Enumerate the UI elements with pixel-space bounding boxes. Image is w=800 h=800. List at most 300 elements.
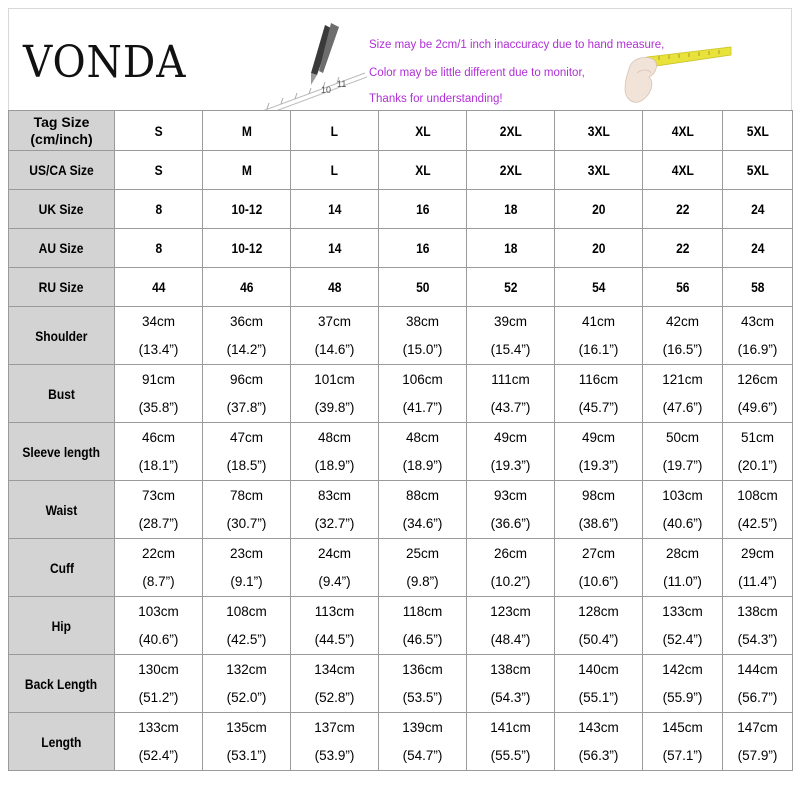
value-cm: 93cm bbox=[493, 487, 527, 503]
size-cell bbox=[379, 268, 467, 307]
size-cell bbox=[643, 111, 723, 151]
size-value: 4XL bbox=[671, 122, 694, 139]
size-value: M bbox=[241, 162, 252, 178]
size-cell bbox=[643, 190, 723, 229]
measurement-cell bbox=[291, 365, 379, 423]
row-label-line: Tag Size bbox=[33, 113, 90, 130]
value-cm: 128cm bbox=[578, 603, 619, 619]
value-inch: (18.9”) bbox=[314, 457, 355, 473]
value-cm: 106cm bbox=[402, 371, 443, 387]
value-inch: (43.7”) bbox=[490, 399, 531, 415]
value-cm: 136cm bbox=[402, 661, 443, 677]
size-cell bbox=[467, 268, 555, 307]
value-cm: 48cm bbox=[317, 429, 351, 445]
value-inch: (53.1”) bbox=[226, 747, 267, 763]
measurement-cell bbox=[379, 597, 467, 655]
measurement-cell bbox=[555, 307, 643, 365]
measurement-cell bbox=[291, 713, 379, 771]
value-inch: (11.4”) bbox=[738, 573, 777, 589]
measurement-cell bbox=[643, 655, 723, 713]
value-inch: (56.3”) bbox=[578, 747, 619, 763]
value-inch: (36.6”) bbox=[490, 515, 531, 531]
value-cm: 111cm bbox=[491, 371, 530, 387]
measurement-cell bbox=[379, 655, 467, 713]
measurement-cell bbox=[723, 597, 793, 655]
value-inch: (54.3”) bbox=[490, 689, 531, 705]
size-value: 54 bbox=[591, 279, 606, 295]
measurement-cell bbox=[643, 307, 723, 365]
value-inch: (52.0”) bbox=[226, 689, 267, 705]
value-cm: 147cm bbox=[737, 719, 778, 735]
size-value: 4XL bbox=[671, 162, 694, 178]
value-inch: (37.8”) bbox=[226, 399, 267, 415]
size-value: 22 bbox=[675, 201, 690, 217]
size-cell bbox=[203, 151, 291, 190]
measurement-row bbox=[9, 481, 793, 539]
value-cm: 108cm bbox=[226, 603, 267, 619]
size-value: 20 bbox=[591, 201, 606, 217]
hand-measuring-tape-illustration bbox=[619, 29, 739, 109]
measurement-cell bbox=[643, 539, 723, 597]
measurement-cell bbox=[379, 365, 467, 423]
value-inch: (41.7”) bbox=[402, 399, 443, 415]
size-cell bbox=[555, 268, 643, 307]
value-inch: (14.6”) bbox=[314, 341, 355, 357]
value-inch: (18.5”) bbox=[226, 457, 267, 473]
value-inch: (40.6”) bbox=[138, 631, 179, 647]
svg-text:10: 10 bbox=[321, 85, 332, 95]
value-inch: (14.2”) bbox=[226, 341, 267, 357]
measurement-cell bbox=[467, 539, 555, 597]
value-inch: (34.6”) bbox=[402, 515, 443, 531]
measurement-cell bbox=[467, 713, 555, 771]
size-value: 58 bbox=[750, 279, 765, 295]
value-inch: (55.5”) bbox=[490, 747, 531, 763]
measurement-cell bbox=[203, 423, 291, 481]
value-inch: (49.6”) bbox=[737, 399, 778, 415]
size-cell bbox=[555, 190, 643, 229]
value-cm: 141cm bbox=[490, 719, 531, 735]
brand-logo: VONDA bbox=[23, 37, 187, 88]
size-value: S bbox=[154, 122, 163, 139]
measurement-label-text: Length bbox=[41, 733, 82, 750]
measurement-cell bbox=[643, 365, 723, 423]
value-cm: 36cm bbox=[229, 313, 263, 329]
size-cell bbox=[467, 111, 555, 151]
value-inch: (9.4”) bbox=[318, 573, 351, 589]
row-label bbox=[9, 111, 115, 151]
measurement-label bbox=[9, 597, 115, 655]
value-inch: (53.5”) bbox=[402, 689, 443, 705]
measurement-cell bbox=[379, 481, 467, 539]
value-inch: (15.4”) bbox=[490, 341, 531, 357]
size-cell bbox=[467, 229, 555, 268]
size-value: 8 bbox=[155, 201, 162, 217]
size-cell bbox=[723, 268, 793, 307]
size-cell bbox=[291, 190, 379, 229]
row-label-line: (cm/inch) bbox=[30, 130, 93, 147]
size-row bbox=[9, 111, 793, 151]
value-inch: (40.6”) bbox=[662, 515, 703, 531]
measurement-cell bbox=[115, 713, 203, 771]
value-cm: 98cm bbox=[581, 487, 615, 503]
measurement-label-text: Sleeve length bbox=[22, 443, 101, 460]
measurement-cell bbox=[555, 481, 643, 539]
size-value: 5XL bbox=[746, 122, 769, 139]
size-value: 46 bbox=[239, 279, 254, 295]
value-cm: 51cm bbox=[740, 429, 774, 445]
measurement-label-text: Shoulder bbox=[35, 327, 88, 344]
value-inch: (50.4”) bbox=[578, 631, 619, 647]
size-cell bbox=[555, 111, 643, 151]
value-inch: (55.9”) bbox=[662, 689, 703, 705]
measurement-label bbox=[9, 423, 115, 481]
measurement-label-text: Waist bbox=[45, 501, 78, 518]
value-inch: (54.7”) bbox=[402, 747, 443, 763]
value-inch: (28.7”) bbox=[138, 515, 179, 531]
measurement-cell bbox=[291, 423, 379, 481]
value-inch: (44.5”) bbox=[314, 631, 355, 647]
size-row bbox=[9, 190, 793, 229]
measurement-cell bbox=[723, 539, 793, 597]
size-value: S bbox=[154, 162, 163, 178]
value-cm: 123cm bbox=[490, 603, 531, 619]
row-label bbox=[9, 151, 115, 190]
measurement-cell bbox=[467, 307, 555, 365]
header-banner bbox=[8, 8, 792, 111]
measurement-label bbox=[9, 307, 115, 365]
size-value: 3XL bbox=[587, 162, 610, 178]
value-cm: 22cm bbox=[141, 545, 175, 561]
measurement-cell bbox=[291, 539, 379, 597]
value-inch: (11.0”) bbox=[663, 573, 702, 589]
value-inch: (54.3”) bbox=[737, 631, 778, 647]
value-cm: 143cm bbox=[578, 719, 619, 735]
size-value: M bbox=[241, 122, 252, 139]
size-value: L bbox=[330, 162, 339, 178]
measurement-cell bbox=[203, 655, 291, 713]
size-cell bbox=[467, 190, 555, 229]
value-inch: (42.5”) bbox=[737, 515, 778, 531]
value-cm: 47cm bbox=[229, 429, 263, 445]
size-cell bbox=[723, 111, 793, 151]
size-cell bbox=[203, 190, 291, 229]
size-value: 16 bbox=[415, 240, 430, 256]
value-cm: 103cm bbox=[138, 603, 179, 619]
value-cm: 108cm bbox=[737, 487, 778, 503]
size-cell bbox=[467, 151, 555, 190]
value-cm: 144cm bbox=[737, 661, 778, 677]
measurement-cell bbox=[723, 423, 793, 481]
value-cm: 103cm bbox=[662, 487, 703, 503]
measurement-cell bbox=[555, 655, 643, 713]
size-cell bbox=[291, 268, 379, 307]
measurement-cell bbox=[643, 423, 723, 481]
size-cell bbox=[291, 229, 379, 268]
size-value: 16 bbox=[415, 201, 430, 217]
size-value: 8 bbox=[155, 240, 162, 256]
value-inch: (19.3”) bbox=[490, 457, 531, 473]
size-value: 52 bbox=[503, 279, 518, 295]
value-inch: (13.4”) bbox=[138, 341, 179, 357]
measurement-label bbox=[9, 655, 115, 713]
value-inch: (46.5”) bbox=[402, 631, 443, 647]
measurement-cell bbox=[379, 713, 467, 771]
pencil-ruler-illustration bbox=[247, 15, 367, 111]
value-cm: 116cm bbox=[578, 371, 619, 387]
size-value: 24 bbox=[750, 240, 765, 256]
value-inch: (57.1”) bbox=[662, 747, 703, 763]
size-cell bbox=[115, 190, 203, 229]
measurement-cell bbox=[203, 597, 291, 655]
measurement-cell bbox=[115, 481, 203, 539]
size-value: 24 bbox=[750, 201, 765, 217]
value-cm: 43cm bbox=[740, 313, 774, 329]
value-inch: (57.9”) bbox=[737, 747, 778, 763]
size-value: 5XL bbox=[746, 162, 769, 178]
value-cm: 140cm bbox=[578, 661, 619, 677]
value-cm: 134cm bbox=[314, 661, 355, 677]
value-cm: 113cm bbox=[314, 603, 355, 619]
size-row bbox=[9, 151, 793, 190]
measurement-row bbox=[9, 655, 793, 713]
measurement-cell bbox=[467, 597, 555, 655]
row-label bbox=[9, 190, 115, 229]
size-value: 44 bbox=[151, 279, 166, 295]
measurement-label bbox=[9, 365, 115, 423]
size-cell bbox=[115, 151, 203, 190]
measurement-cell bbox=[291, 307, 379, 365]
size-cell bbox=[291, 151, 379, 190]
measurement-row bbox=[9, 365, 793, 423]
value-inch: (10.2”) bbox=[490, 573, 531, 589]
value-cm: 138cm bbox=[490, 661, 531, 677]
row-label-text: US/CA Size bbox=[29, 162, 94, 178]
measurement-cell bbox=[723, 481, 793, 539]
size-cell bbox=[379, 151, 467, 190]
value-cm: 25cm bbox=[405, 545, 439, 561]
measurement-cell bbox=[203, 713, 291, 771]
svg-text:11: 11 bbox=[337, 79, 347, 89]
value-cm: 142cm bbox=[662, 661, 703, 677]
size-cell bbox=[291, 111, 379, 151]
value-cm: 49cm bbox=[581, 429, 615, 445]
size-cell bbox=[723, 151, 793, 190]
value-cm: 78cm bbox=[229, 487, 263, 503]
value-cm: 91cm bbox=[141, 371, 175, 387]
value-cm: 133cm bbox=[662, 603, 703, 619]
value-cm: 96cm bbox=[229, 371, 263, 387]
size-cell bbox=[379, 111, 467, 151]
value-cm: 37cm bbox=[317, 313, 351, 329]
measurement-cell bbox=[555, 423, 643, 481]
size-value: 18 bbox=[503, 201, 518, 217]
value-cm: 133cm bbox=[138, 719, 179, 735]
value-cm: 41cm bbox=[581, 313, 615, 329]
size-value: 20 bbox=[591, 240, 606, 256]
measurement-cell bbox=[555, 713, 643, 771]
value-cm: 38cm bbox=[405, 313, 439, 329]
value-inch: (8.7”) bbox=[142, 573, 175, 589]
value-cm: 26cm bbox=[493, 545, 527, 561]
value-inch: (47.6”) bbox=[662, 399, 703, 415]
value-cm: 135cm bbox=[226, 719, 267, 735]
size-cell bbox=[723, 190, 793, 229]
size-cell bbox=[115, 111, 203, 151]
value-cm: 145cm bbox=[662, 719, 703, 735]
size-value: 56 bbox=[675, 279, 690, 295]
value-cm: 138cm bbox=[737, 603, 778, 619]
size-cell bbox=[203, 268, 291, 307]
measurement-cell bbox=[467, 481, 555, 539]
size-cell bbox=[723, 229, 793, 268]
value-inch: (10.6”) bbox=[578, 573, 619, 589]
measurement-label-text: Hip bbox=[51, 617, 72, 634]
measurement-cell bbox=[467, 655, 555, 713]
measurement-label bbox=[9, 539, 115, 597]
measurement-label bbox=[9, 713, 115, 771]
size-value: 10-12 bbox=[231, 240, 262, 256]
size-value: XL bbox=[414, 162, 431, 178]
value-cm: 137cm bbox=[314, 719, 355, 735]
value-cm: 101cm bbox=[314, 371, 355, 387]
value-cm: 46cm bbox=[141, 429, 175, 445]
value-inch: (56.7”) bbox=[737, 689, 778, 705]
value-cm: 126cm bbox=[737, 371, 778, 387]
value-inch: (30.7”) bbox=[226, 515, 267, 531]
size-value: 14 bbox=[327, 201, 342, 217]
note-line-3: Thanks for understanding! bbox=[369, 93, 503, 105]
note-line-2: Color may be little different due to monitor, bbox=[369, 67, 585, 79]
measurement-row bbox=[9, 713, 793, 771]
value-inch: (19.7”) bbox=[662, 457, 703, 473]
value-cm: 49cm bbox=[493, 429, 527, 445]
measurement-cell bbox=[643, 597, 723, 655]
measurement-cell bbox=[291, 597, 379, 655]
size-value: L bbox=[330, 122, 339, 139]
value-inch: (20.1”) bbox=[737, 457, 778, 473]
size-row bbox=[9, 268, 793, 307]
value-inch: (45.7”) bbox=[578, 399, 619, 415]
note-line-1: Size may be 2cm/1 inch inaccuracy due to hand measure, bbox=[369, 39, 665, 51]
value-inch: (53.9”) bbox=[314, 747, 355, 763]
measurement-cell bbox=[723, 655, 793, 713]
measurement-cell bbox=[723, 713, 793, 771]
row-label-text: RU Size bbox=[39, 279, 84, 295]
measurement-cell bbox=[555, 365, 643, 423]
size-cell bbox=[379, 190, 467, 229]
value-cm: 34cm bbox=[141, 313, 175, 329]
measurement-label bbox=[9, 481, 115, 539]
size-cell bbox=[115, 268, 203, 307]
value-inch: (52.4”) bbox=[662, 631, 703, 647]
measurement-cell bbox=[555, 597, 643, 655]
size-value: 48 bbox=[327, 279, 342, 295]
value-cm: 29cm bbox=[740, 545, 774, 561]
measurement-cell bbox=[643, 713, 723, 771]
size-value: 10-12 bbox=[231, 201, 262, 217]
measurement-cell bbox=[723, 307, 793, 365]
value-inch: (38.6”) bbox=[578, 515, 619, 531]
size-cell bbox=[115, 229, 203, 268]
measurement-cell bbox=[115, 539, 203, 597]
value-inch: (42.5”) bbox=[226, 631, 267, 647]
size-value: 14 bbox=[327, 240, 342, 256]
value-inch: (9.1”) bbox=[230, 573, 263, 589]
value-inch: (19.3”) bbox=[578, 457, 619, 473]
value-cm: 121cm bbox=[662, 371, 703, 387]
measurement-cell bbox=[115, 655, 203, 713]
measurement-cell bbox=[291, 481, 379, 539]
value-cm: 27cm bbox=[581, 545, 615, 561]
row-label-text: AU Size bbox=[39, 240, 84, 256]
value-inch: (51.2”) bbox=[138, 689, 179, 705]
size-value: 2XL bbox=[499, 162, 522, 178]
size-value: 3XL bbox=[587, 122, 610, 139]
size-cell bbox=[643, 151, 723, 190]
measurement-cell bbox=[379, 423, 467, 481]
measurement-cell bbox=[291, 655, 379, 713]
value-cm: 24cm bbox=[317, 545, 351, 561]
measurement-row bbox=[9, 597, 793, 655]
measurement-cell bbox=[723, 365, 793, 423]
value-inch: (18.9”) bbox=[402, 457, 443, 473]
measurement-row bbox=[9, 307, 793, 365]
value-inch: (52.4”) bbox=[138, 747, 179, 763]
value-cm: 23cm bbox=[229, 545, 263, 561]
value-inch: (16.9”) bbox=[737, 341, 778, 357]
value-inch: (9.8”) bbox=[406, 573, 439, 589]
value-inch: (32.7”) bbox=[314, 515, 355, 531]
measurement-label-text: Back Length bbox=[25, 675, 98, 692]
value-cm: 42cm bbox=[665, 313, 699, 329]
row-label-text: UK Size bbox=[39, 201, 84, 217]
value-inch: (16.5”) bbox=[662, 341, 703, 357]
size-row bbox=[9, 229, 793, 268]
measurement-cell bbox=[379, 307, 467, 365]
value-inch: (18.1”) bbox=[138, 457, 179, 473]
value-inch: (15.0”) bbox=[402, 341, 443, 357]
size-value: 22 bbox=[675, 240, 690, 256]
value-cm: 139cm bbox=[402, 719, 443, 735]
size-cell bbox=[379, 229, 467, 268]
measurement-cell bbox=[555, 539, 643, 597]
size-cell bbox=[643, 268, 723, 307]
value-cm: 73cm bbox=[141, 487, 175, 503]
value-cm: 39cm bbox=[493, 313, 527, 329]
value-inch: (39.8”) bbox=[314, 399, 355, 415]
size-cell bbox=[203, 229, 291, 268]
row-label bbox=[9, 229, 115, 268]
size-cell bbox=[555, 151, 643, 190]
row-label bbox=[9, 268, 115, 307]
value-inch: (48.4”) bbox=[490, 631, 531, 647]
measurement-row bbox=[9, 539, 793, 597]
measurement-cell bbox=[203, 481, 291, 539]
value-inch: (16.1”) bbox=[578, 341, 619, 357]
value-cm: 118cm bbox=[402, 603, 443, 619]
measurement-cell bbox=[115, 307, 203, 365]
value-cm: 50cm bbox=[665, 429, 699, 445]
measurement-row bbox=[9, 423, 793, 481]
measurement-label-text: Cuff bbox=[49, 559, 74, 576]
size-value: 2XL bbox=[499, 122, 522, 139]
value-cm: 28cm bbox=[665, 545, 699, 561]
value-inch: (52.8”) bbox=[314, 689, 355, 705]
measurement-cell bbox=[379, 539, 467, 597]
size-chart bbox=[8, 8, 792, 798]
measurement-cell bbox=[467, 423, 555, 481]
